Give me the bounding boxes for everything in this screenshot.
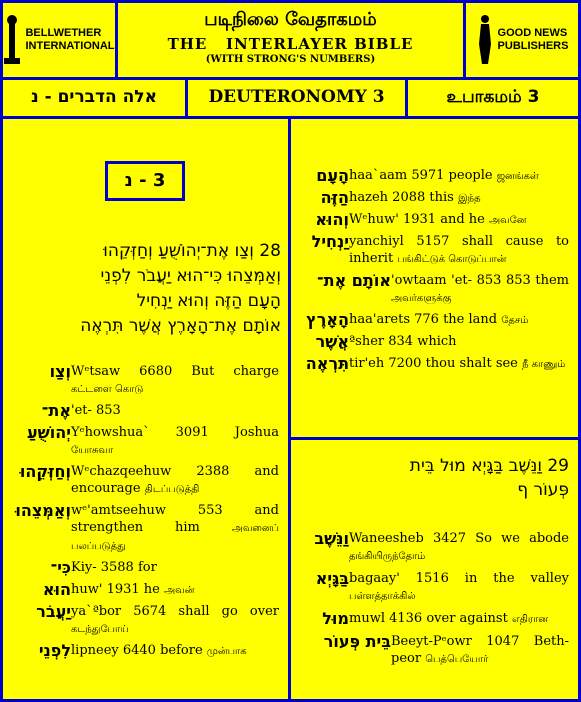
word-gloss [349,570,569,605]
hebrew-word: וְחַזְּקֵהוּ [19,462,71,481]
gloss-text: hazeh 2088 this [349,190,454,205]
word-gloss [349,610,569,628]
word-gloss [71,559,279,577]
word-row [11,424,279,459]
chapter-label: 3 - נ [105,161,185,201]
word-row [11,642,279,660]
nav-tamil-book: உபாகமம் 3 [408,80,578,116]
word-gloss [349,355,569,373]
word-row [299,530,569,565]
word-gloss [71,402,279,420]
word-gloss [71,463,279,498]
gloss-text: Beeyt-Pᵉowr 1047 Beth-peor [391,634,569,666]
gloss-text: Yᵉhowshua` 3091 Joshua [71,425,279,440]
word-gloss [71,642,279,660]
word-row [11,402,279,420]
tamil-text: யோசுவா [71,445,114,456]
word-row [11,363,279,398]
right-top-word-list [299,167,569,377]
hebrew-word: אֲשֶׁר [315,332,349,351]
word-row [11,463,279,498]
tamil-text: அவனைப் பலப்படுத்து [71,523,279,552]
word-row [299,633,569,668]
gloss-text: wᵉ'amtseehuw 553 and strengthen him [71,503,279,535]
tamil-text: பள்ளத்தாக்கில் [349,591,416,602]
tamil-text: கடந்துபோய் [71,624,129,635]
tamil-text: அவனே [488,215,527,226]
hebrew-word: הָעָם [316,166,349,185]
gloss-text: Waneesheb 3427 So we abode [349,531,569,546]
gloss-text: 'et- 853 [71,403,121,418]
title-subtitle: (WITH STRONG'S NUMBERS) [205,54,376,65]
word-gloss [71,581,279,599]
word-gloss [391,272,569,307]
bellwether-figure-icon [3,14,21,66]
logo-right [466,3,578,77]
hebrew-word: לִפְנֵי [38,641,71,660]
word-row [299,189,569,207]
logo-right-text [498,27,569,53]
word-row [11,581,279,599]
gloss-text: muwl 4136 over against [349,611,508,626]
tamil-text: அவர்களுக்கு [391,293,452,304]
word-gloss [71,502,279,555]
gloss-text: Wᵉtsaw 6680 But charge [71,364,279,379]
word-gloss [71,363,279,398]
word-row [299,233,569,268]
gloss-text: haa`aam 5971 people [349,168,493,183]
tamil-text: அவன் [164,585,195,596]
gloss-text: huw' 1931 he [71,582,160,597]
gloss-text: haa'arets 776 the land [349,312,498,327]
gloss-text: 'owtaam 'et- 853 853 them [391,273,569,288]
word-row [299,272,569,307]
verse-29-text-1: וַנֵּשֶׁב בַּגָּיְא מוּל בֵּית [409,456,542,476]
hebrew-word: וַנֵּשֶׁב [314,529,349,548]
right-bottom-word-list [299,530,569,673]
logo-left-line1: BELLWETHER [25,27,102,39]
gloss-text: lipneey 6440 before [71,643,203,658]
hebrew-word: בַּגָּיְא [315,569,349,588]
hebrew-word: הָאָרֶץ [306,310,349,329]
hebrew-word: וְאַמְּצֵהוּ [15,501,71,520]
tamil-text: நீ காணும் [522,359,566,370]
logo-left-line2: INTERNATIONAL [25,40,115,52]
word-row [299,570,569,605]
right-top-panel [291,119,578,437]
logo-right-line2: PUBLISHERS [497,40,569,52]
verse-29-line-1 [299,454,569,478]
word-gloss [349,189,569,207]
verse-28-block [9,239,281,339]
logo-left [3,3,115,77]
gloss-text: bagaay' 1516 in the valley [349,571,569,586]
hebrew-word: יַעֲבֹר [36,602,71,621]
tamil-text: கட்டளை கொடு [71,384,144,395]
tamil-text: தங்கியிருந்தோம் [349,551,426,562]
good-news-figure-icon [476,14,494,66]
word-gloss [71,424,279,459]
word-gloss [349,211,569,229]
verse-29-number: 29 [547,456,569,476]
header-title-box [118,3,463,77]
gloss-text: tir'eh 7200 thou shalt see [349,356,518,371]
verse-28-text-1: וְצַו אֶת־יְהוֹשֻׁעַ וְחַזְּקֵהוּ [103,241,254,261]
left-word-list [11,363,279,664]
word-row [299,211,569,229]
hebrew-word: הוּא [42,580,71,599]
gloss-text: Wᵉchazqeehuw 2388 and encourage [71,464,279,496]
left-panel [3,119,288,699]
verse-29-block [299,454,569,502]
tamil-text: ஜனங்கள் [496,171,539,182]
gloss-text: ªsher 834 which [349,334,457,349]
verse-28-line-1 [9,239,281,264]
nav-english-book: DEUTERONOMY 3 [188,80,405,116]
word-row [11,502,279,555]
word-row [299,167,569,185]
gloss-text: Kiy- 3588 for [71,560,157,575]
word-row [299,333,569,351]
hebrew-word: הַזֶּה [320,188,349,207]
right-bottom-panel [291,440,578,699]
hebrew-word: אוֹתָם אֶת־ [317,271,391,290]
hebrew-word: יַנְחִיל [311,232,349,251]
logo-right-line1: GOOD NEWS [497,27,568,39]
nav-hebrew-book: אלה הדברים - נ [3,80,185,116]
hebrew-word: מוּל [322,609,349,628]
gloss-text: yanchiyl 5157 shall cause to inherit [349,234,569,266]
hebrew-word: יְהוֹשֻׁעַ [27,423,71,442]
hebrew-word: אֶת־ [41,401,71,420]
verse-28-number: 28 [259,241,281,261]
logo-left-text [25,27,114,53]
gloss-text: Wᵉhuw' 1931 and he [349,212,485,227]
tamil-text: பெத்பெயோர் [425,654,489,665]
tamil-text: தேசம் [501,315,529,326]
hebrew-word: תִּרְאֶה [305,354,349,373]
title-english: THE INTERLAYER BIBLE [167,35,414,53]
word-gloss [71,603,279,638]
verse-28-line-3: הָעָם הַזֶּה וְהוּא יַנְחִיל [136,291,281,311]
word-gloss [349,233,569,268]
word-row [11,559,279,577]
hebrew-word: בֵּית פְּעוֹר [323,632,391,651]
word-gloss [391,633,569,668]
hebrew-word: וְהוּא [315,210,349,229]
word-gloss [349,311,569,329]
word-row [11,603,279,638]
verse-29-line-2: פְּעוֹר ף [517,480,569,500]
hebrew-word: וְצַו [49,362,71,381]
tamil-text: திடப்படுத்தி [144,484,200,495]
word-row [299,311,569,329]
word-row [299,610,569,628]
tamil-text: எதிரான [511,614,549,625]
verse-28-line-2: וְאַמְּצֵהוּ כִּי־הוּא יַעֲבֹר לִפְנֵי [100,266,281,286]
tamil-text: முன்பாக [206,646,247,657]
gloss-text: ya`ªbor 5674 shall go over [71,604,279,619]
verse-28-line-4: אוֹתָם אֶת־הָאָרֶץ אֲשֶׁר תִּרְאֶה [80,316,281,336]
word-gloss [349,530,569,565]
tamil-text: பங்கிட்டுக் கொடுப்பான் [397,254,507,265]
title-tamil: படிநிலை வேதாகமம் [204,9,377,30]
word-row [299,355,569,373]
tamil-text: இந்த [457,193,481,204]
word-gloss [349,167,569,185]
word-gloss [349,333,569,351]
hebrew-word: כִּי־ [50,558,71,577]
